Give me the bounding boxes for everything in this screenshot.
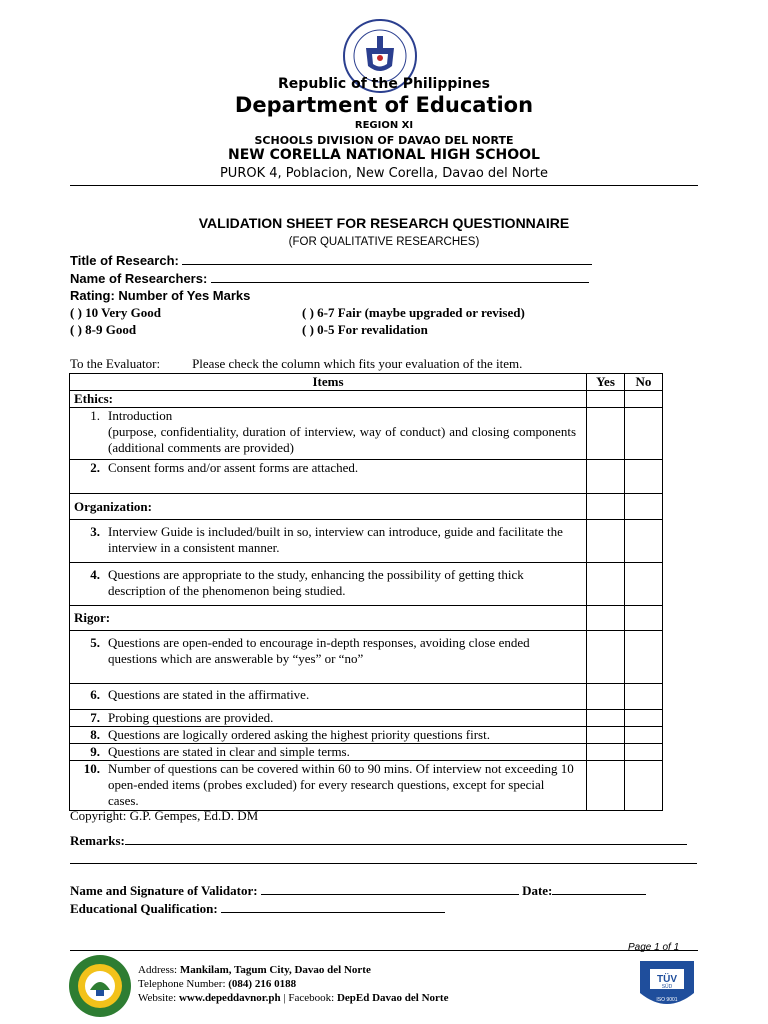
section-row-organization <box>70 494 663 520</box>
item-text: Questions are open-ended to encourage in-depth responses, avoiding close ended questions which are answerable by “yes” or “no” <box>108 635 530 666</box>
no-cell[interactable] <box>625 744 663 761</box>
item-number: 10. <box>83 761 100 776</box>
validator-signature-label: Name and Signature of Validator: <box>70 883 258 898</box>
document-subtitle: (FOR QUALITATIVE RESEARCHES) <box>288 236 480 248</box>
title-of-research-label: Title of Research: <box>70 253 179 268</box>
item-cell <box>70 727 587 744</box>
tuv-sud-iso-logo <box>636 955 698 1015</box>
no-cell[interactable] <box>625 520 663 563</box>
item-text: Introduction <box>108 408 173 423</box>
footer-website-link[interactable]: www.depeddavnor.ph <box>178 992 281 1004</box>
item-cell <box>70 631 587 684</box>
division-logo <box>68 954 132 1018</box>
header-divider <box>70 185 698 186</box>
footer-address-label: Address: <box>138 964 178 976</box>
item-number: 7. <box>90 710 100 725</box>
footer-facebook-link[interactable]: DepEd Davao del Norte <box>336 992 449 1004</box>
item-number: 2. <box>90 460 100 475</box>
iso-logo-text: ISO 9001 <box>656 997 678 1003</box>
item-number: 3. <box>90 524 100 539</box>
section-label-ethics: Ethics: <box>70 391 587 408</box>
item-number: 1. <box>90 408 100 423</box>
rating-option-very-good[interactable]: ( ) 10 Very Good <box>70 305 161 320</box>
title-of-research-field <box>70 252 592 268</box>
item-text: Interview Guide is included/built in so, interview can introduce, guide and facilitate the interview in a consistent manner. <box>108 524 563 555</box>
no-cell[interactable] <box>625 391 663 408</box>
date-label: Date: <box>522 883 553 898</box>
no-cell[interactable] <box>625 727 663 744</box>
item-text: Questions are appropriate to the study, enhancing the possibility of getting thick description of the phenomenon being studied. <box>108 567 524 598</box>
footer-web-label: Website: <box>138 992 177 1004</box>
qualification-label: Educational Qualification: <box>70 901 218 916</box>
no-cell[interactable] <box>625 408 663 460</box>
footer-divider <box>70 950 698 951</box>
evaluator-label: To the Evaluator: <box>70 356 161 371</box>
item-text: Questions are stated in the affirmative. <box>108 687 310 702</box>
school-address: PUROK 4, Poblacion, New Corella, Davao del Norte <box>219 166 549 181</box>
item-text: Probing questions are provided. <box>108 710 274 725</box>
table-row <box>70 520 663 563</box>
item-cell <box>70 408 587 460</box>
item-number: 6. <box>90 687 100 702</box>
researchers-label: Name of Researchers: <box>70 271 208 286</box>
document-title: VALIDATION SHEET FOR RESEARCH QUESTIONNAIRE <box>198 215 570 231</box>
table-row <box>70 460 663 494</box>
item-text-group <box>108 408 576 456</box>
table-row <box>70 684 663 710</box>
division-heading: SCHOOLS DIVISION OF DAVAO DEL NORTE <box>254 134 514 147</box>
republic-heading: Republic of the Philippines <box>278 76 490 92</box>
item-cell <box>70 520 587 563</box>
footer-address-value: Mankilam, Tagum City, Davao del Norte <box>179 964 371 976</box>
section-row-ethics <box>70 391 663 408</box>
researchers-line[interactable] <box>211 270 589 283</box>
rating-option-fair[interactable]: ( ) 6-7 Fair (maybe upgraded or revised) <box>302 305 525 320</box>
footer-telephone <box>138 978 296 990</box>
footer-tel-value: (084) 216 0188 <box>228 978 297 990</box>
table-row <box>70 563 663 606</box>
rating-label: Rating: Number of Yes Marks <box>70 288 251 303</box>
no-cell[interactable] <box>625 631 663 684</box>
yes-cell[interactable] <box>587 563 625 606</box>
yes-cell[interactable] <box>587 684 625 710</box>
department-heading: Department of Education <box>234 93 534 117</box>
item-cell <box>70 563 587 606</box>
item-text: Consent forms and/or assent forms are attached. <box>108 460 359 475</box>
item-text: Questions are logically ordered asking the highest priority questions first. <box>108 727 490 742</box>
no-cell[interactable] <box>625 460 663 494</box>
yes-cell[interactable] <box>587 710 625 727</box>
no-column-header: No <box>625 374 663 391</box>
rating-option-revalidation[interactable]: ( ) 0-5 For revalidation <box>302 322 428 337</box>
no-cell[interactable] <box>625 710 663 727</box>
yes-cell[interactable] <box>587 761 625 811</box>
section-label-rigor: Rigor: <box>70 606 587 631</box>
item-cell <box>70 684 587 710</box>
yes-cell[interactable] <box>587 744 625 761</box>
item-cell <box>70 761 587 811</box>
tuv-logo-text: TÜV <box>657 974 677 985</box>
researchers-field <box>70 270 589 286</box>
footer-fb-label: Facebook: <box>288 992 335 1004</box>
item-subtext: (purpose, confidentiality, duration of interview, way of conduct) and closing components (additional comments are provided) <box>108 424 576 455</box>
table-header-row <box>70 374 663 391</box>
yes-cell[interactable] <box>587 391 625 408</box>
remarks-field <box>70 832 687 849</box>
item-cell <box>70 744 587 761</box>
evaluator-instruction: Please check the column which fits your evaluation of the item. <box>192 356 523 371</box>
yes-cell[interactable] <box>587 606 625 631</box>
rating-option-good[interactable]: ( ) 8-9 Good <box>70 322 137 337</box>
item-number: 4. <box>90 567 100 582</box>
no-cell[interactable] <box>625 684 663 710</box>
table-row <box>70 408 663 460</box>
table-row <box>70 631 663 684</box>
remarks-line[interactable] <box>125 832 687 845</box>
yes-cell[interactable] <box>587 631 625 684</box>
item-cell <box>70 460 587 494</box>
yes-cell[interactable] <box>587 494 625 520</box>
evaluator-instruction-row <box>70 356 522 372</box>
school-name: NEW CORELLA NATIONAL HIGH SCHOOL <box>228 147 540 163</box>
evaluation-table <box>69 373 663 811</box>
title-of-research-line[interactable] <box>182 252 592 265</box>
yes-column-header: Yes <box>587 374 625 391</box>
page-number: Page 1 of 1 <box>628 942 680 953</box>
yes-cell[interactable] <box>587 727 625 744</box>
remarks-line-2[interactable] <box>70 863 697 864</box>
item-number: 9. <box>90 744 100 759</box>
region-heading: REGION XI <box>354 120 414 131</box>
footer-tel-label: Telephone Number: <box>138 978 226 990</box>
validator-signature-line[interactable] <box>261 882 519 895</box>
no-cell[interactable] <box>625 606 663 631</box>
table-row <box>70 710 663 727</box>
validator-signature-field <box>70 882 646 899</box>
footer-web <box>138 992 448 1004</box>
item-cell <box>70 710 587 727</box>
tuv-logo-subtext: SÜD <box>661 984 673 990</box>
item-text: Questions are stated in clear and simple terms. <box>108 744 350 759</box>
table-row <box>70 744 663 761</box>
footer-address <box>138 964 371 976</box>
items-column-header: Items <box>70 374 587 391</box>
no-cell[interactable] <box>625 563 663 606</box>
section-label-organization: Organization: <box>70 494 587 520</box>
no-cell[interactable] <box>625 761 663 811</box>
yes-cell[interactable] <box>587 408 625 460</box>
no-cell[interactable] <box>625 494 663 520</box>
item-number: 8. <box>90 727 100 742</box>
qualification-line[interactable] <box>221 900 445 913</box>
copyright-note: Copyright: G.P. Gempes, Ed.D. DM <box>70 808 259 823</box>
table-row <box>70 727 663 744</box>
yes-cell[interactable] <box>587 520 625 563</box>
date-line[interactable] <box>552 882 646 895</box>
remarks-label: Remarks: <box>70 833 125 848</box>
qualification-field <box>70 900 445 917</box>
item-text: Number of questions can be covered within 60 to 90 mins. Of interview not exceeding 10 open-ended items (probes excluded) for every research questions, except for special cases. <box>108 761 574 808</box>
table-row <box>70 761 663 811</box>
footer-separator: | <box>283 992 286 1004</box>
item-number: 5. <box>90 635 100 650</box>
yes-cell[interactable] <box>587 460 625 494</box>
section-row-rigor <box>70 606 663 631</box>
